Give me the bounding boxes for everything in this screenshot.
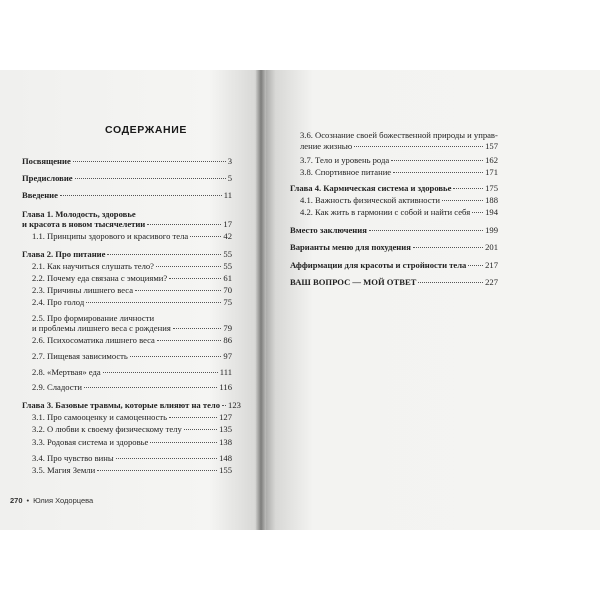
footer-bullet: • (26, 496, 30, 505)
page-number: 270 (10, 496, 23, 505)
toc-entry: 2.1. Как научиться слушать тело? 55 (32, 261, 232, 271)
toc-entry: Введение 11 (22, 190, 232, 200)
toc-entry: 3.2. О любви к своему физическому телу 135 (32, 424, 232, 434)
toc-entry: 3.5. Магия Земли 155 (32, 465, 232, 475)
contents-title: СОДЕРЖАНИЕ (105, 124, 187, 136)
toc-entry: Вместо заключения 199 (290, 225, 498, 235)
toc-entry: Глава 3. Базовые травмы, которые влияют на тело 123 (22, 400, 241, 410)
toc-entry: 2.2. Почему еда связана с эмоциями? 61 (32, 273, 232, 283)
toc-entry-line: 2.5. Про формирование личности (32, 313, 155, 323)
book-gutter (256, 70, 266, 530)
toc-entry: 3.7. Тело и уровень рода 162 (300, 155, 498, 165)
toc-entry: 2.9. Сладости 116 (32, 382, 232, 392)
toc-entry: 2.7. Пищевая зависимость 97 (32, 351, 232, 361)
toc-entry: Предисловие 5 (22, 173, 232, 183)
toc-entry: 4.1. Важность физической активности 188 (300, 195, 498, 205)
toc-entry: и проблемы лишнего веса с рождения 79 (32, 323, 232, 333)
toc-entry: и красота в новом тысячелетии 17 (22, 219, 232, 229)
toc-entry-line: 3.6. Осознание своей божественной природы и управ- (300, 130, 498, 140)
toc-entry: Посвящение 3 (22, 156, 232, 166)
toc-entry: 1.1. Принципы здорового и красивого тела 42 (32, 231, 232, 241)
toc-entry: 2.8. «Мертвая» еда 111 (32, 367, 232, 377)
toc-entry: Варианты меню для похудения 201 (290, 242, 498, 252)
toc-entry: 2.6. Психосоматика лишнего веса 86 (32, 335, 232, 345)
toc-entry: Аффирмации для красоты и стройности тела 217 (290, 260, 498, 270)
toc-entry: 2.3. Причины лишнего веса 70 (32, 285, 232, 295)
toc-entry: Глава 2. Про питание 55 (22, 249, 232, 259)
toc-entry: 3.8. Спортивное питание 171 (300, 167, 498, 177)
toc-entry: 3.4. Про чувство вины 148 (32, 453, 232, 463)
page-footer (10, 496, 93, 505)
toc-entry: 3.1. Про самооценку и самоценность 127 (32, 412, 232, 422)
toc-entry: ВАШ ВОПРОС — МОЙ ОТВЕТ 227 (290, 277, 498, 287)
toc-entry: 4.2. Как жить в гармонии с собой и найти себя 194 (300, 207, 498, 217)
author-name: Юлия Ходорцева (33, 496, 94, 505)
toc-entry-line: Глава 1. Молодость, здоровье (22, 209, 136, 219)
toc-entry: ление жизнью 157 (300, 141, 498, 151)
toc-entry: 2.4. Про голод 75 (32, 297, 232, 307)
toc-entry: 3.3. Родовая система и здоровье 138 (32, 437, 232, 447)
toc-entry: Глава 4. Кармическая система и здоровье 175 (290, 183, 498, 193)
